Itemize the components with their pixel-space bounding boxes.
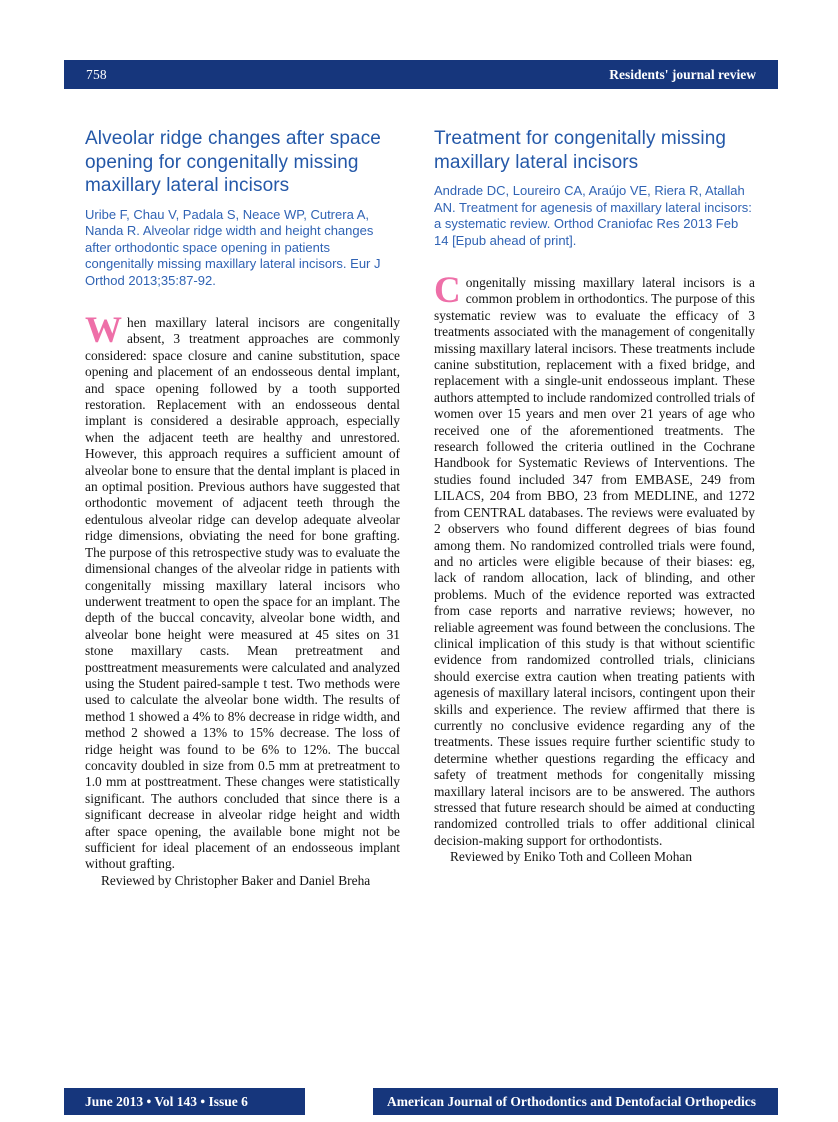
article-body-text: ongenitally missing maxillary lateral incisors is a common problem in orthodontics. The purpose of this systematic review was to evaluate the efficacy of 3 treatments associated with the management of congenitally missing maxillary lateral incisors. These treatments include canine substitution, replacement with a fixed bridge, and replacement with a single-unit endosseous implant. These authors attempted to include randomized controlled trials of women over 15 years and men over 21 years of age who received one of the aforementioned treatments. The research followed the criteria outlined in the Cochrane Handbook for Systematic Reviews of Interventions. The studies found included 347 from EMBASE, 249 from LILACS, 204 from BBO, 23 from MEDLINE, and 1272 from CENTRAL databases. The reviews were evaluated by 2 observers who found different degrees of bias found among them. No randomized controlled trials were found, and no articles were eligible because of their biases: eg, lack of random allocation, lack of blinding, and other problems. Much of the evidence reported was extracted from case reports and narrative reviews; however, no reliable agreement was found between the conclusions. The clinical implication of this study is that without scientific evidence from randomized controlled trials, clinicians should exercise extra caution when treating patients with agenesis of maxillary lateral incisors, contingent upon their skills and experience. The review affirmed that there is currently no conclusive evidence regarding any of the treatments. These issues require further scientific study to determine whether questions regarding the efficacy and safety of treatment methods for congenitally missing maxillary lateral incisors are to be answered. The authors stressed that future research should be aimed at conducting randomized controlled trials to offer additional clinical decision-making support for orthodontists. xyxy=(434,275,755,848)
footer-divider-gap xyxy=(305,1088,373,1115)
issue-info: June 2013 • Vol 143 • Issue 6 xyxy=(85,1093,248,1109)
footer-journal-band xyxy=(373,1088,778,1115)
article-title: Alveolar ridge changes after space opening for congenitally missing maxillary lateral incisors xyxy=(85,128,381,196)
reviewed-by-line: Reviewed by Christopher Baker and Daniel Breha xyxy=(101,872,371,888)
article-body-text: hen maxillary lateral incisors are congenitally absent, 3 treatment approaches are commonly considered: space closure and canine substitution, space opening and placement of an endosseous dental implant, and space opening followed by a tooth supported restoration. Replacement with an endosseous dental implant is considered a desirable approach, especially when the adjacent teeth are healthy and unrestored. However, this approach requires a sufficient amount of alveolar bone to ensure that the dental implant is placed in an optimal position. Previous authors have suggested that orthodontic movement of adjacent teeth through the edentulous alveolar ridge can develop adequate alveolar ridge dimensions, obviating the need for bone grafting. The purpose of this retrospective study was to evaluate the dimensional changes of the alveolar ridge in patients with congenitally missing maxillary lateral incisors who underwent treatment to open the space for an implant. The depth of the buccal concavity, alveolar bone width, and alveolar bone height were measured at 45 sites on 31 stone maxillary casts. Mean pretreatment and posttreatment measurements were calculated and analyzed using the Student paired-sample t test. Two methods were used to calculate the alveolar bone width. The results of method 1 showed a 4% to 8% decrease in ridge width, and method 2 showed a 13% to 15% decrease. The loss of ridge height was found to be 6% to 12%. The buccal concavity doubled in size from 0.5 mm at pretreatment to 1.0 mm at posttreatment. These changes were statistically significant. The authors concluded that since there is a significant decrease in alveolar ridge height and width after space opening, the available bone might not be sufficient for ideal placement of an endosseous implant without grafting. xyxy=(85,315,400,872)
page-number: 758 xyxy=(86,66,107,82)
reviewed-by-line: Reviewed by Eniko Toth and Colleen Mohan xyxy=(450,849,693,865)
articles-container xyxy=(85,127,755,889)
footer-issue-band xyxy=(64,1088,305,1115)
drop-cap: W xyxy=(85,310,122,351)
drop-cap: C xyxy=(434,270,461,311)
article-treatment-review xyxy=(434,127,755,889)
article-title: Treatment for congenitally missing maxillary lateral incisors xyxy=(434,128,727,173)
page-header-band xyxy=(64,60,778,89)
article-body xyxy=(434,270,755,849)
article-alveolar-ridge xyxy=(85,127,400,889)
article-citation: Uribe F, Chau V, Padala S, Neace WP, Cutrera A, Nanda R. Alveolar ridge width and height changes after orthodontic space opening in patients congenitally missing maxillary lateral incisors. Eur J Orthod 2013;35:87-92. xyxy=(85,206,381,288)
article-body xyxy=(85,310,400,873)
journal-name: American Journal of Orthodontics and Dentofacial Orthopedics xyxy=(387,1093,756,1109)
article-citation: Andrade DC, Loureiro CA, Araújo VE, Riera R, Atallah AN. Treatment for agenesis of maxillary lateral incisors: a systematic review. Orthod Craniofac Res 2013 Feb 14 [Epub ahead of print]. xyxy=(434,183,752,248)
page-footer xyxy=(64,1088,778,1115)
section-title: Residents' journal review xyxy=(609,66,756,82)
